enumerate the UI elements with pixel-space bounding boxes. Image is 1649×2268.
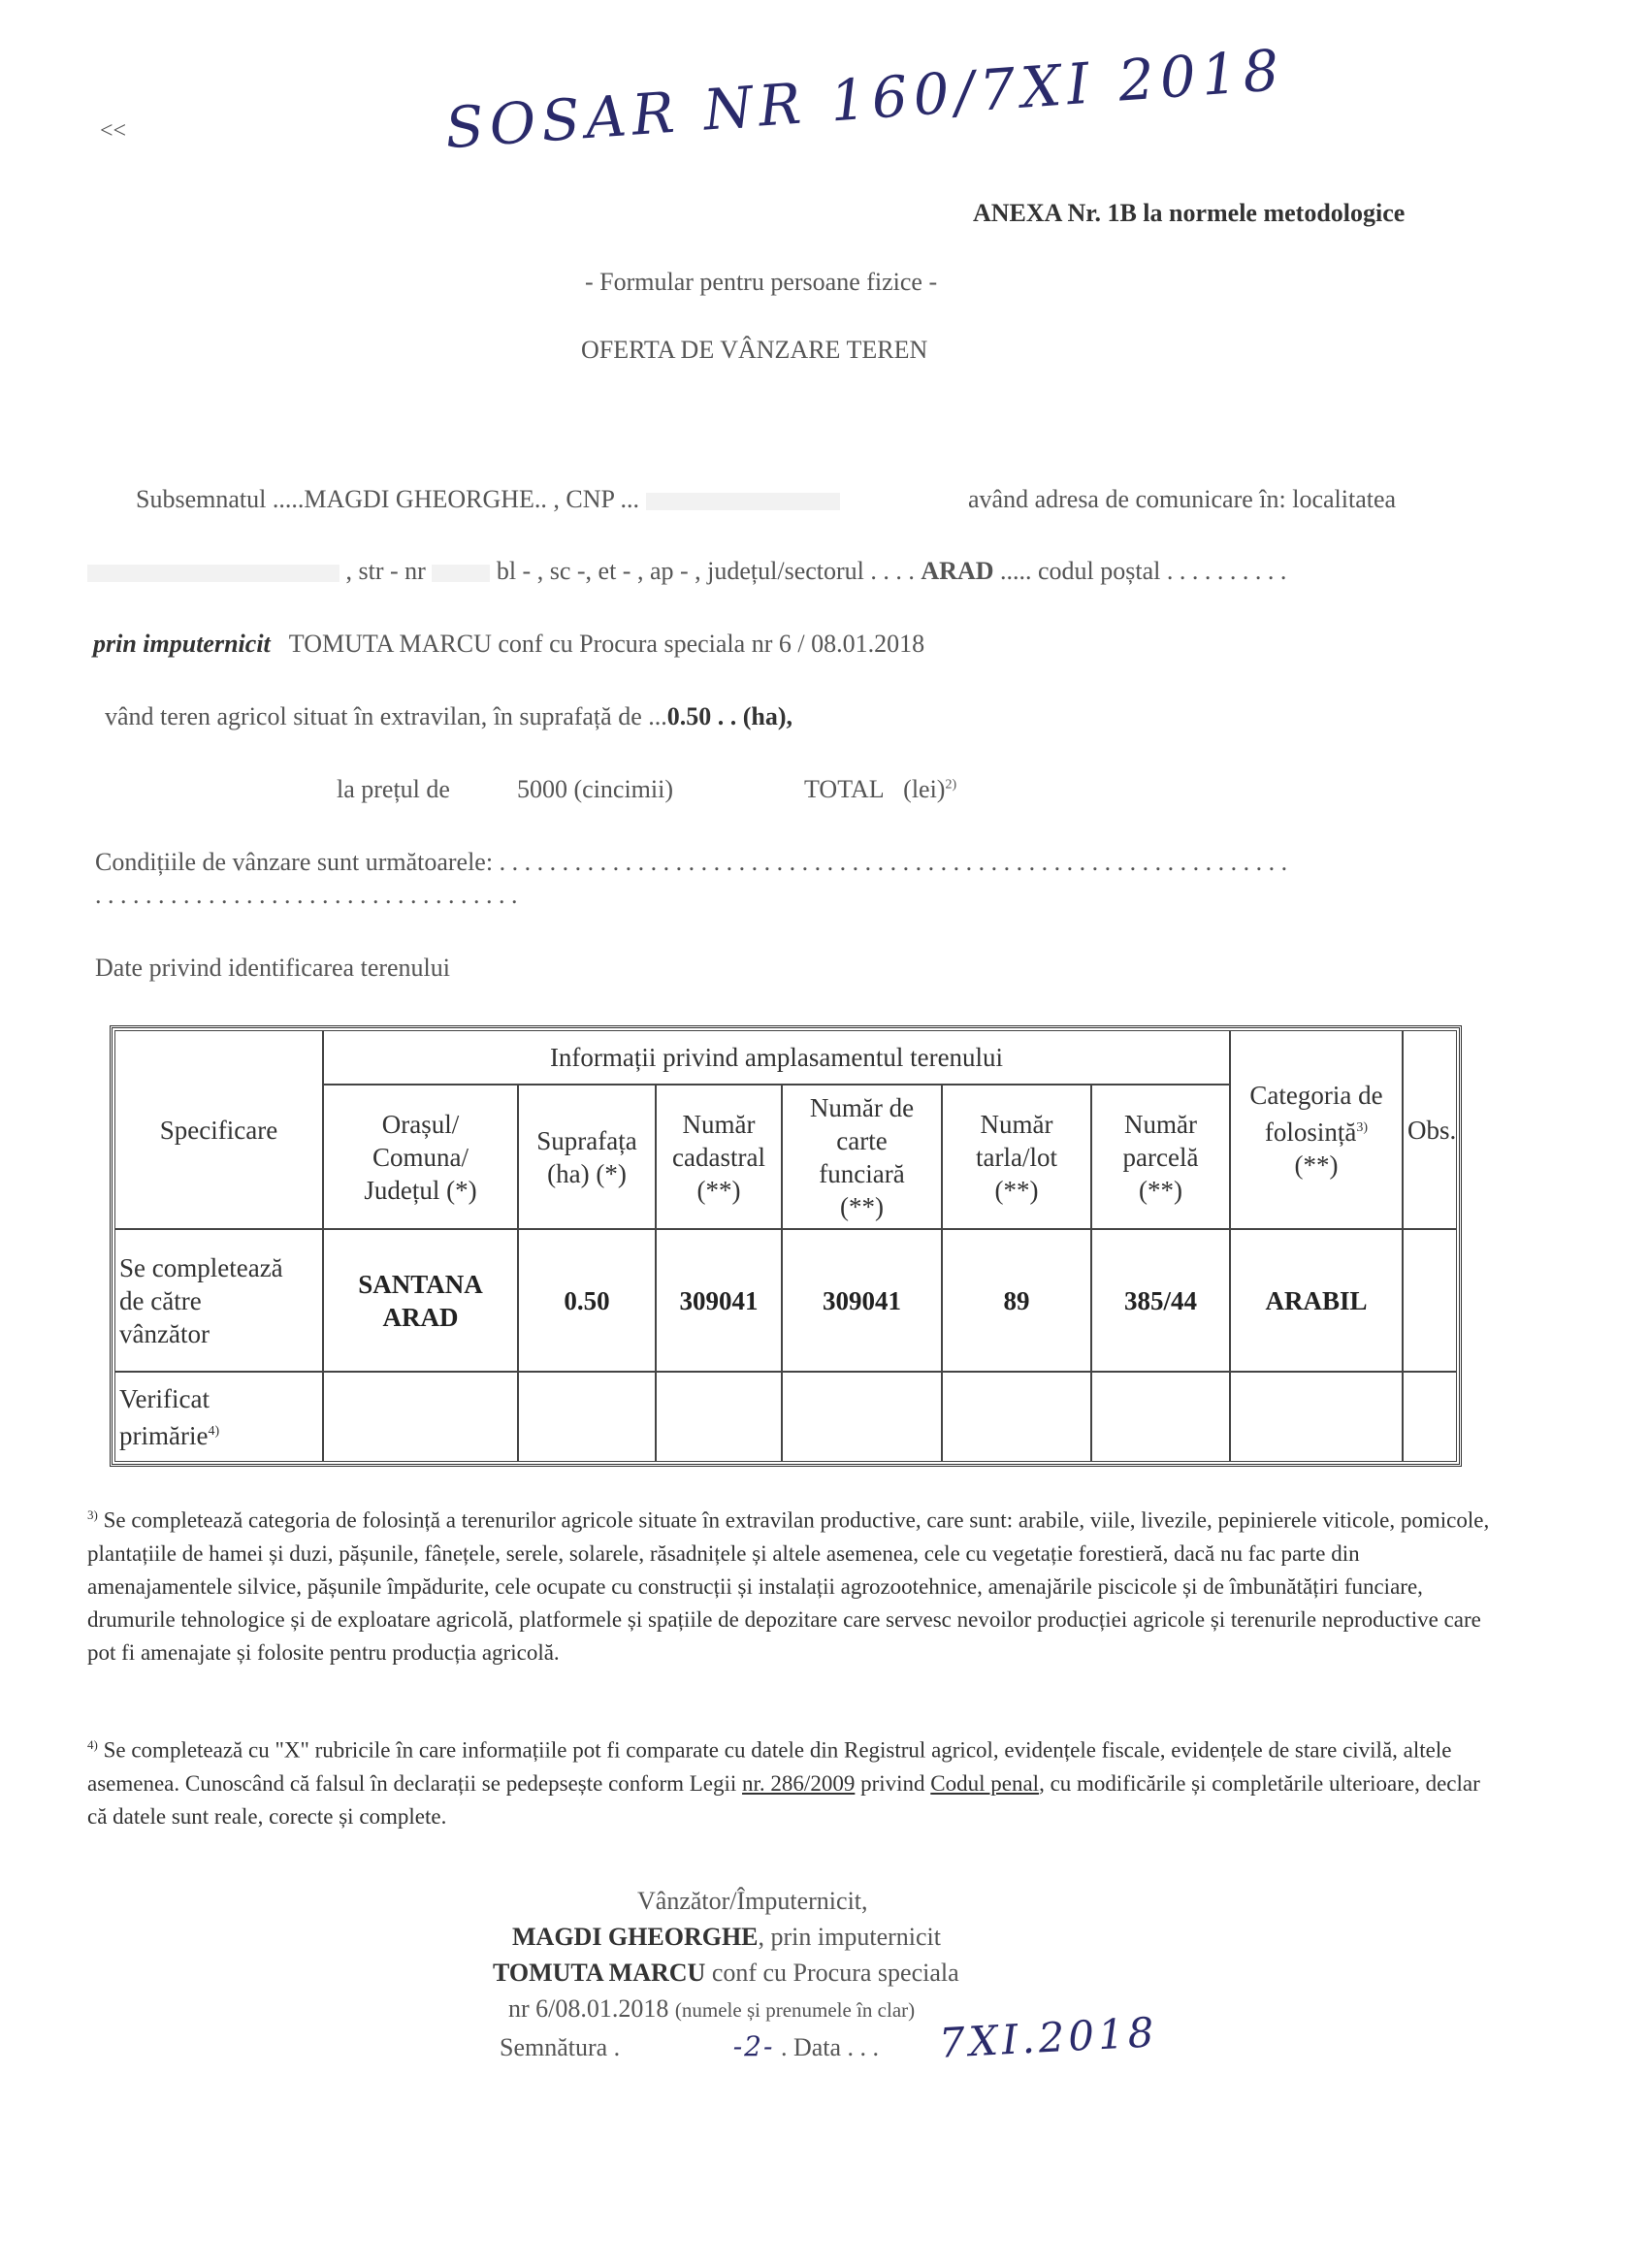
signature-label: Semnătura . (500, 2033, 621, 2061)
signature-agent-name: TOMUTA MARCU (493, 1959, 706, 1987)
representative-text: TOMUTA MARCU conf cu Procura speciala nr 6 / 08.01.2018 (288, 630, 925, 658)
conditions-line: Condițiile de vânzare sunt următoarele: . . . . . . . . . . . . . . . . . . . . . . . . . . . . . . . . . . . . . . . . . . . . . . . . . . . . . . . . . . . . . . . (95, 848, 1288, 876)
street-label: , str - nr (345, 557, 426, 585)
price-footnote-ref: 2) (945, 777, 957, 793)
verified-parcela (1091, 1372, 1230, 1462)
header-carte-funciara: Număr de carte funciară (**) (782, 1085, 942, 1229)
header-specificare: Specificare (114, 1030, 323, 1229)
redacted-number (432, 565, 490, 582)
land-area-value: 0.50 . . (ha), (666, 702, 793, 730)
signature-scribble: -2- (732, 2030, 775, 2062)
annex-title: ANEXA Nr. 1B la normele metodologice (973, 199, 1406, 227)
signature-role: Vânzător/Împuternicit, (637, 1887, 868, 1915)
verified-obs (1403, 1372, 1457, 1462)
header-parcela: Număr parcelă (**) (1091, 1085, 1230, 1229)
conditions-continuation: . . . . . . . . . . . . . . . . . . . . . . . . . . . . . . . . . . (95, 881, 518, 909)
row-verified-label: Verificat primărie$^{4)}$ (114, 1372, 323, 1462)
penal-code-link[interactable]: Codul penal (930, 1770, 1040, 1796)
header-categoria: Categoria de folosință$^{3)}$ (**) (1230, 1030, 1403, 1229)
header-group-location: Informații privind amplasamentul terenului (323, 1030, 1230, 1085)
verified-locality (323, 1372, 518, 1462)
line-subsemnatul (136, 485, 840, 514)
form-type: - Formular pentru persoane fizice - (585, 268, 938, 296)
signature-procura: nr 6/08.01.2018 (508, 1994, 669, 2023)
signature-name-hint: (numele și prenumele în clar) (674, 1998, 916, 2022)
handwritten-date: 7XI.2018 (937, 2008, 1159, 2067)
footnote-4-text-a: Se completează cu "X" rubricile în care informațiile pot fi comparate cu datele din Registrul agricol, evidențele fiscale, evidențele de stare civilă, altele asemenea. Cunoscând că falsul în declarații se pedepsește conform Legii (87, 1737, 1452, 1796)
verified-carte-funciara (782, 1372, 942, 1462)
handwritten-registry-number: SOSAR NR 160/7XI 2018 (442, 36, 1287, 162)
signature-seller-name: MAGDI GHEORGHE (512, 1923, 759, 1951)
seller-locality: SANTANA ARAD (323, 1229, 518, 1372)
footnote-4-text-b: privind (855, 1770, 931, 1796)
price-label: la prețul de (337, 775, 450, 803)
land-offer-text: vând teren agricol situat în extravilan, în suprafață de ... (105, 702, 667, 730)
line-representative (93, 630, 924, 659)
price-unit: (lei) (903, 775, 946, 803)
price-total-line (804, 775, 956, 804)
footnote-4-mark: 4) (87, 1737, 98, 1752)
county-value: ARAD (921, 557, 994, 585)
footnote-3-mark: 3) (87, 1507, 98, 1522)
header-suprafata: Suprafața (ha) (*) (518, 1085, 656, 1229)
footnote-3-text: Se completează categoria de folosință a terenurilor agricole situate în extravilan productive, care sunt: arabile, viile, livezile, pepinierele viticole, pomicole, plantațiile de hamei și duzi, pășunile, fânețele, serele, solarele, răsadnițele și altele asemenea, cele cu vegetație forestieră, dacă nu fac parte din amenajamentele silvice, pășunile împădurite, cele ocupate cu construcții și instalații agrozootehnice, amenajările piscicole și de îmbunătățiri funciare, drumurile tehnologice și de exploatare agricolă, platformele și spațiile de depozitare care servesc nevoilor producției agricole și terenurile neproductive care pot fi amenajate și folosite pentru producția agricolă. (87, 1507, 1490, 1665)
verified-cadastral (656, 1372, 782, 1462)
law-reference-link[interactable]: nr. 286/2009 (742, 1770, 856, 1796)
footnote-4-text-c: , cu modificările și completările ulterioare, declar că datele sunt reale, corecte și complete. (87, 1770, 1480, 1829)
header-tarla: Număr tarla/lot (**) (942, 1085, 1091, 1229)
seller-categoria: ARABIL (1230, 1229, 1403, 1372)
verified-area (518, 1372, 656, 1462)
subsemnatul-text: Subsemnatul .....MAGDI GHEORGHE.. , CNP ... (136, 485, 640, 513)
header-obs: Obs. (1407, 1116, 1457, 1145)
signature-agent-suffix: conf cu Procura speciala (711, 1959, 959, 1987)
footnote-4 (87, 1729, 1494, 1833)
footnote-3 (87, 1499, 1494, 1669)
line-land-offer (105, 702, 792, 731)
row-seller-label: Se completează de către vânzător (114, 1229, 323, 1372)
address-intro: având adresa de comunicare în: localitatea (968, 485, 1397, 513)
seller-carte-funciara: 309041 (782, 1229, 942, 1372)
postal-code-label: ..... codul poștal . . . . . . . . . . (1000, 557, 1287, 585)
seller-cadastral: 309041 (656, 1229, 782, 1372)
signature-procura-line (508, 1994, 915, 2024)
signature-agent-line (493, 1959, 959, 1988)
date-label: . Data . . . (780, 2033, 880, 2061)
signature-sign-line (500, 2030, 879, 2062)
representative-label: prin imputernicit (93, 630, 271, 658)
identification-heading: Date privind identificarea terenului (95, 954, 451, 982)
seller-obs (1403, 1229, 1457, 1372)
seller-parcela: 385/44 (1091, 1229, 1230, 1372)
document-title: OFERTA DE VÂNZARE TEREN (581, 336, 928, 364)
price-total-label: TOTAL (804, 775, 885, 803)
verified-categoria (1230, 1372, 1403, 1462)
seller-tarla: 89 (942, 1229, 1091, 1372)
address-details: bl - , sc -, et - , ap - , județul/sectorul . . . . (496, 557, 915, 585)
header-oras: Orașul/ Comuna/ Județul (*) (323, 1085, 518, 1229)
signature-seller-suffix: , prin imputernicit (758, 1923, 941, 1951)
chevron-mark: << (100, 118, 127, 144)
header-cadastral: Număr cadastral (**) (656, 1085, 782, 1229)
verified-tarla (942, 1372, 1091, 1462)
seller-area: 0.50 (518, 1229, 656, 1372)
redacted-cnp (646, 493, 840, 510)
price-value: 5000 (cincimii) (517, 775, 674, 803)
redacted-locality (87, 565, 340, 582)
signature-seller-line (512, 1923, 941, 1952)
line-address (87, 557, 1286, 586)
